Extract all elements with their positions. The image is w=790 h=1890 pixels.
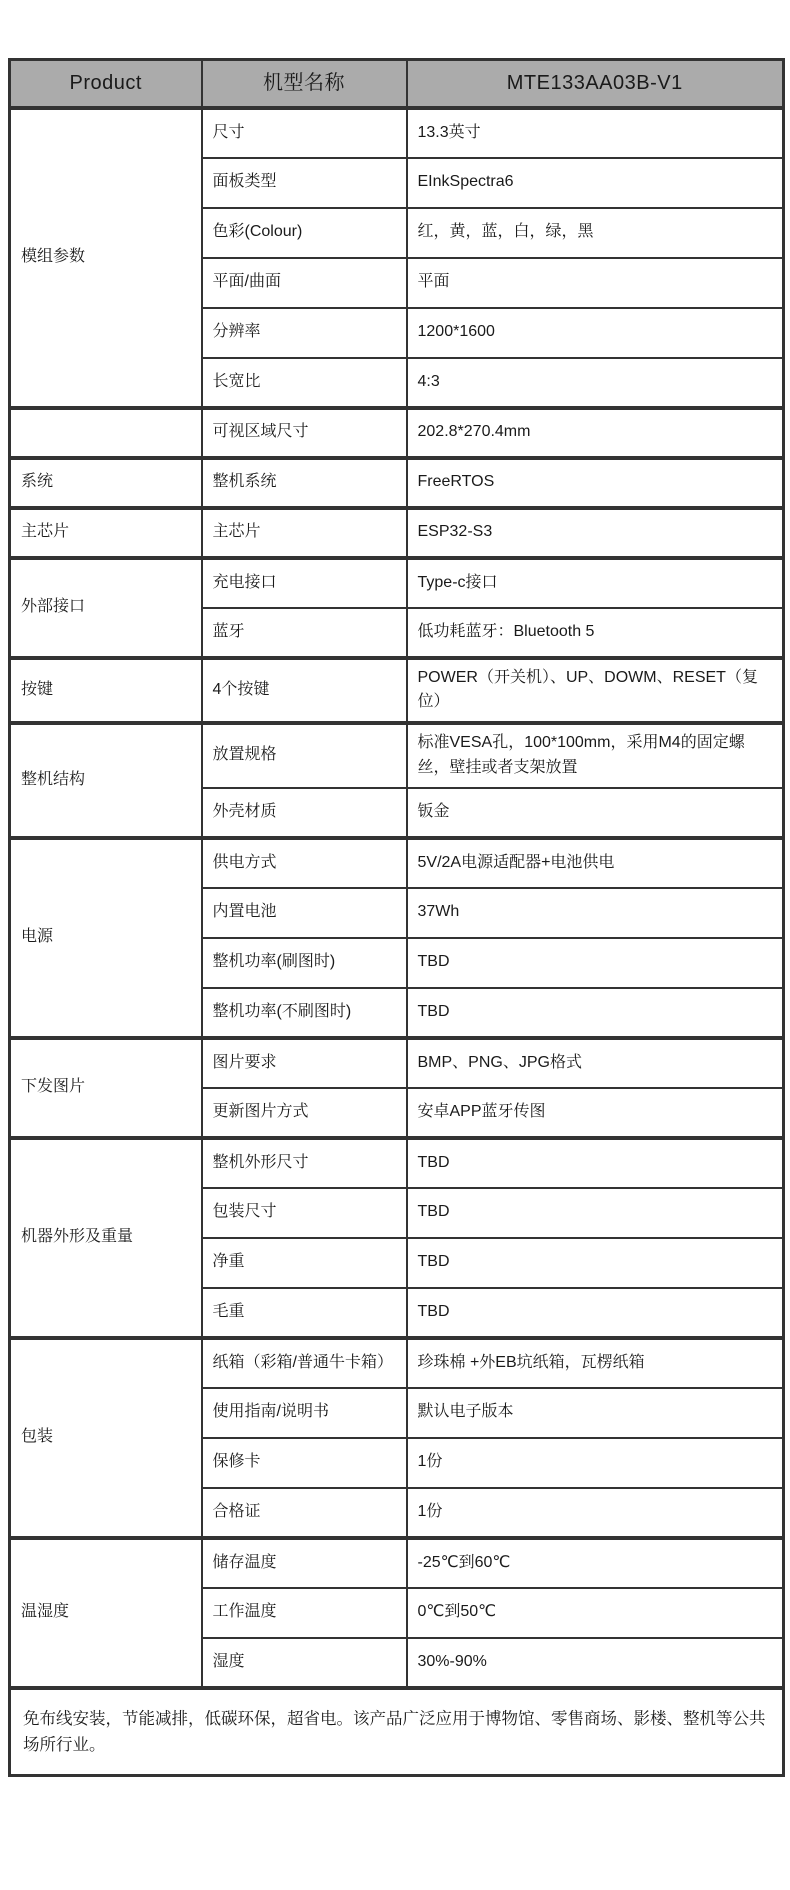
spec-label-cell: 合格证 (202, 1488, 407, 1538)
spec-value-cell: 4:3 (407, 358, 784, 408)
spec-value-cell: 安卓APP蓝牙传图 (407, 1088, 784, 1138)
spec-label-cell: 整机功率(不刷图时) (202, 988, 407, 1038)
category-cell: 电源 (10, 838, 202, 1038)
header-model-name-label: 机型名称 (202, 60, 407, 108)
category-cell: 下发图片 (10, 1038, 202, 1138)
spec-label-cell: 可视区域尺寸 (202, 408, 407, 458)
spec-value-cell: 1份 (407, 1488, 784, 1538)
spec-value-cell: 钣金 (407, 788, 784, 838)
spec-label-cell: 更新图片方式 (202, 1088, 407, 1138)
spec-label-cell: 保修卡 (202, 1438, 407, 1488)
spec-label-cell: 湿度 (202, 1638, 407, 1688)
table-row (10, 108, 784, 158)
spec-value-cell: 0℃到50℃ (407, 1588, 784, 1638)
spec-value-cell: 202.8*270.4mm (407, 408, 784, 458)
spec-value-cell: 珍珠棉 +外EB坑纸箱，瓦楞纸箱 (407, 1338, 784, 1388)
table-footer-row (10, 1688, 784, 1776)
table-row (10, 558, 784, 608)
spec-value-cell: TBD (407, 1238, 784, 1288)
spec-value-cell: 红，黄，蓝，白，绿，黑 (407, 208, 784, 258)
spec-label-cell: 供电方式 (202, 838, 407, 888)
category-cell (10, 408, 202, 458)
spec-label-cell: 图片要求 (202, 1038, 407, 1088)
footer-note: 免布线安装，节能减排，低碳环保，超省电。该产品广泛应用于博物馆、零售商场、影楼、整机等公共场所行业。 (10, 1688, 784, 1776)
spec-label-cell: 净重 (202, 1238, 407, 1288)
spec-label-cell: 尺寸 (202, 108, 407, 158)
spec-value-cell: Type-c接口 (407, 558, 784, 608)
spec-value-cell: 37Wh (407, 888, 784, 938)
category-cell: 包装 (10, 1338, 202, 1538)
table-row (10, 658, 784, 724)
spec-value-cell: -25℃到60℃ (407, 1538, 784, 1588)
spec-value-cell: TBD (407, 1188, 784, 1238)
spec-label-cell: 分辨率 (202, 308, 407, 358)
spec-label-cell: 储存温度 (202, 1538, 407, 1588)
spec-label-cell: 色彩(Colour) (202, 208, 407, 258)
spec-value-cell: 低功耗蓝牙：Bluetooth 5 (407, 608, 784, 658)
table-row (10, 408, 784, 458)
spec-label-cell: 纸箱（彩箱/普通牛卡箱） (202, 1338, 407, 1388)
table-row (10, 1338, 784, 1388)
spec-label-cell: 放置规格 (202, 723, 407, 788)
table-row (10, 508, 784, 558)
spec-value-cell: 13.3英寸 (407, 108, 784, 158)
spec-value-cell: 30%-90% (407, 1638, 784, 1688)
spec-table-body (10, 60, 784, 1776)
spec-label-cell: 包装尺寸 (202, 1188, 407, 1238)
table-row (10, 1138, 784, 1188)
spec-value-cell: EInkSpectra6 (407, 158, 784, 208)
category-cell: 整机结构 (10, 723, 202, 838)
spec-value-cell: TBD (407, 938, 784, 988)
spec-value-cell: BMP、PNG、JPG格式 (407, 1038, 784, 1088)
spec-label-cell: 内置电池 (202, 888, 407, 938)
table-header-row (10, 60, 784, 108)
spec-label-cell: 充电接口 (202, 558, 407, 608)
spec-value-cell: TBD (407, 1138, 784, 1188)
spec-value-cell: 1份 (407, 1438, 784, 1488)
category-cell: 按键 (10, 658, 202, 724)
spec-value-cell: 标准VESA孔，100*100mm，采用M4的固定螺丝，壁挂或者支架放置 (407, 723, 784, 788)
spec-label-cell: 长宽比 (202, 358, 407, 408)
table-row (10, 838, 784, 888)
table-row (10, 1538, 784, 1588)
header-product: Product (10, 60, 202, 108)
category-cell: 外部接口 (10, 558, 202, 658)
spec-value-cell: 平面 (407, 258, 784, 308)
spec-label-cell: 主芯片 (202, 508, 407, 558)
spec-value-cell: TBD (407, 988, 784, 1038)
spec-value-cell: FreeRTOS (407, 458, 784, 508)
spec-label-cell: 面板类型 (202, 158, 407, 208)
category-cell: 模组参数 (10, 108, 202, 408)
spec-value-cell: POWER（开关机）、UP、DOWM、RESET（复位） (407, 658, 784, 724)
table-row (10, 1038, 784, 1088)
table-row (10, 723, 784, 788)
spec-label-cell: 平面/曲面 (202, 258, 407, 308)
spec-value-cell: 默认电子版本 (407, 1388, 784, 1438)
table-row (10, 458, 784, 508)
spec-label-cell: 整机外形尺寸 (202, 1138, 407, 1188)
spec-label-cell: 工作温度 (202, 1588, 407, 1638)
spec-label-cell: 使用指南/说明书 (202, 1388, 407, 1438)
spec-label-cell: 整机功率(刷图时) (202, 938, 407, 988)
spec-table (8, 58, 785, 1777)
spec-label-cell: 整机系统 (202, 458, 407, 508)
spec-value-cell: 5V/2A电源适配器+电池供电 (407, 838, 784, 888)
category-cell: 主芯片 (10, 508, 202, 558)
spec-value-cell: TBD (407, 1288, 784, 1338)
header-model-number: MTE133AA03B-V1 (407, 60, 784, 108)
spec-value-cell: 1200*1600 (407, 308, 784, 358)
spec-label-cell: 外壳材质 (202, 788, 407, 838)
category-cell: 温湿度 (10, 1538, 202, 1688)
spec-label-cell: 蓝牙 (202, 608, 407, 658)
spec-label-cell: 4个按键 (202, 658, 407, 724)
spec-value-cell: ESP32-S3 (407, 508, 784, 558)
spec-label-cell: 毛重 (202, 1288, 407, 1338)
category-cell: 系统 (10, 458, 202, 508)
category-cell: 机器外形及重量 (10, 1138, 202, 1338)
